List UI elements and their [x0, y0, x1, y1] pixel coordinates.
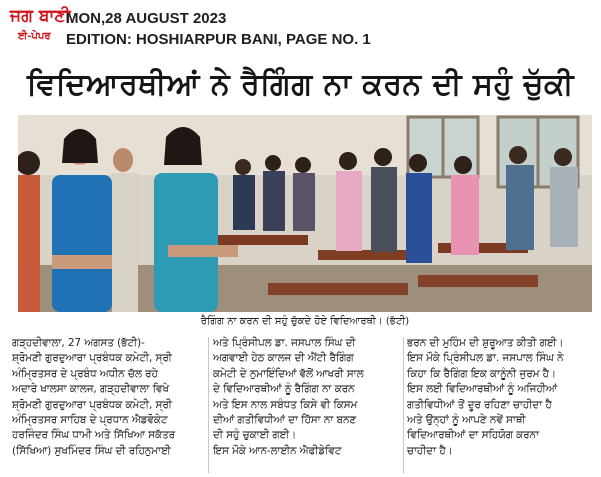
text-line: ਚਾਹੀਦਾ ਹੈ। [407, 444, 453, 457]
text-line: ਸ਼੍ਰੋਮਣੀ ਗੁਰਦੁਆਰਾ ਪ੍ਰਬੰਧਕ ਕਮੇਟੀ, ਸ੍ਰੀ [12, 398, 172, 411]
text-line: ਸ਼੍ਰੋਮਣੀ ਗੁਰਦੁਆਰਾ ਪ੍ਰਬੰਧਕ ਕਮੇਟੀ, ਸ੍ਰੀ [12, 352, 172, 365]
article-column-1 [12, 336, 204, 459]
text-line: ਗੜ੍ਹਦੀਵਾਲਾ, 27 ਅਗਸਤ (ਭੱਟੀ)- [12, 337, 145, 349]
edition-line: EDITION: HOSHIARPUR BANI, PAGE NO. 1 [66, 31, 371, 48]
article-column-3 [407, 336, 597, 459]
logo-subtext: ਈ-ਪੇਪਰ [18, 31, 51, 42]
text-line: ਅਤੇ ਉਨ੍ਹਾਂ ਨੂੰ ਆਪਣੇ ਨਵੇਂ ਸਾਥੀ [407, 414, 526, 427]
edition-info [66, 8, 371, 50]
text-line: ਗਤੀਵਿਧੀਆਂ ਤੋਂ ਦੂਰ ਰਹਿਣਾ ਚਾਹੀਦਾ ਹੈ [407, 398, 552, 411]
text-line: ਵਿਦਿਆਰਥੀਆਂ ਦਾ ਸਹਿਯੋਗ ਕਰਨਾ [407, 429, 539, 442]
text-line: ਦੀਆਂ ਗਤੀਵਿਧੀਆਂ ਦਾ ਹਿੱਸਾ ਨਾ ਬਨਣ [213, 414, 357, 427]
text-line: ਅਦਾਰੇ ਖਾਲਸਾ ਕਾਲਜ, ਗੜ੍ਹਦੀਵਾਲਾ ਵਿਖੇ [12, 383, 169, 396]
text-line: ਅਤੇ ਪ੍ਰਿੰਸੀਪਲ ਡਾ. ਜਸਪਾਲ ਸਿੰਘ ਦੀ [213, 337, 356, 349]
text-line: ਅਤੇ ਇਸ ਨਾਲ ਸਬੰਧਤ ਕਿਸੇ ਵੀ ਕਿਸਮ [213, 398, 358, 411]
column-divider [208, 337, 209, 473]
text-line: (ਸਿੱਖਿਆ) ਸੁਖਮਿੰਦਰ ਸਿੰਘ ਦੀ ਰਹਿਨੁਮਾਈ [12, 444, 171, 457]
text-line: ਇਸ ਮੌਕੇ ਆਨ-ਲਾਈਨ ਐਫੀਡੇਵਿਟ [213, 444, 342, 457]
text-line: ਕਮੇਟੀ ਦੇ ਨੁਮਾਇੰਦਿਆਂ ਵੱਲੋਂ ਆਖਰੀ ਸਾਲ [213, 367, 364, 380]
article-headline: ਵਿਦਿਆਰਥੀਆਂ ਨੇ ਰੈਗਿੰਗ ਨਾ ਕਰਨ ਦੀ ਸਹੁੰ ਚੁੱਕੀ [27, 67, 574, 102]
text-line: ਇਸ ਮੌਕੇ ਪ੍ਰਿੰਸੀਪਲ ਡਾ. ਜਸਪਾਲ ਸਿੰਘ ਨੇ [407, 352, 564, 365]
photo-caption: ਰੈਗਿੰਗ ਨਾ ਕਰਨ ਦੀ ਸਹੁੰ ਚੁੱਕਦੇ ਹੋਏ ਵਿਦਿਆਰਥੀ। (ਭੱਟੀ) [200, 316, 410, 327]
jagbani-logo [10, 6, 71, 50]
text-line: ਅੰਮ੍ਰਿਤਸਰ ਸਾਹਿਬ ਦੇ ਪ੍ਰਧਾਨ ਐਡਵੋਕੇਟ [12, 414, 168, 427]
text-line: ਹਰਜਿੰਦਰ ਸਿੰਘ ਧਾਮੀ ਅਤੇ ਸਿੱਖਿਆ ਸਕੱਤਰ [12, 429, 175, 442]
masthead [0, 0, 601, 58]
article-column-2 [213, 336, 405, 459]
text-line: ਅੰਮ੍ਰਿਤਸਰ ਦੇ ਪ੍ਰਬੰਧ ਅਧੀਨ ਚੱਲ ਰਹੇ [12, 367, 158, 380]
text-line: ਇਸ ਲਈ ਵਿਦਿਆਰਥੀਆਂ ਨੂੰ ਅਜਿਹੀਆਂ [407, 383, 557, 396]
date-line: MON,28 AUGUST 2023 [66, 10, 227, 27]
text-line: ਅਗਵਾਈ ਹੇਠ ਕਾਲਜ ਦੀ ਐਂਟੀ ਰੈਗਿੰਗ [213, 352, 354, 365]
text-line: ਕਿਹਾ ਕਿ ਰੈਗਿੰਗ ਇਕ ਕਾਨੂੰਨੀ ਜੁਰਮ ਹੈ। [407, 367, 556, 380]
column-divider [403, 337, 404, 473]
text-line: ਦੀ ਸਹੁੰ ਚੁਕਾਈ ਗਈ। [213, 429, 297, 442]
news-photo [18, 115, 592, 312]
logo-text: ਜਗ ਬਾਣੀ [10, 6, 71, 26]
text-line: ਭਰਨ ਦੀ ਮੁਹਿੰਮ ਦੀ ਸ਼ੁਰੂਆਤ ਕੀਤੀ ਗਈ। [407, 337, 564, 349]
text-line: ਦੇ ਵਿਦਿਆਰਥੀਆਂ ਨੂੰ ਰੈਗਿੰਗ ਨਾ ਕਰਨ [213, 383, 355, 396]
